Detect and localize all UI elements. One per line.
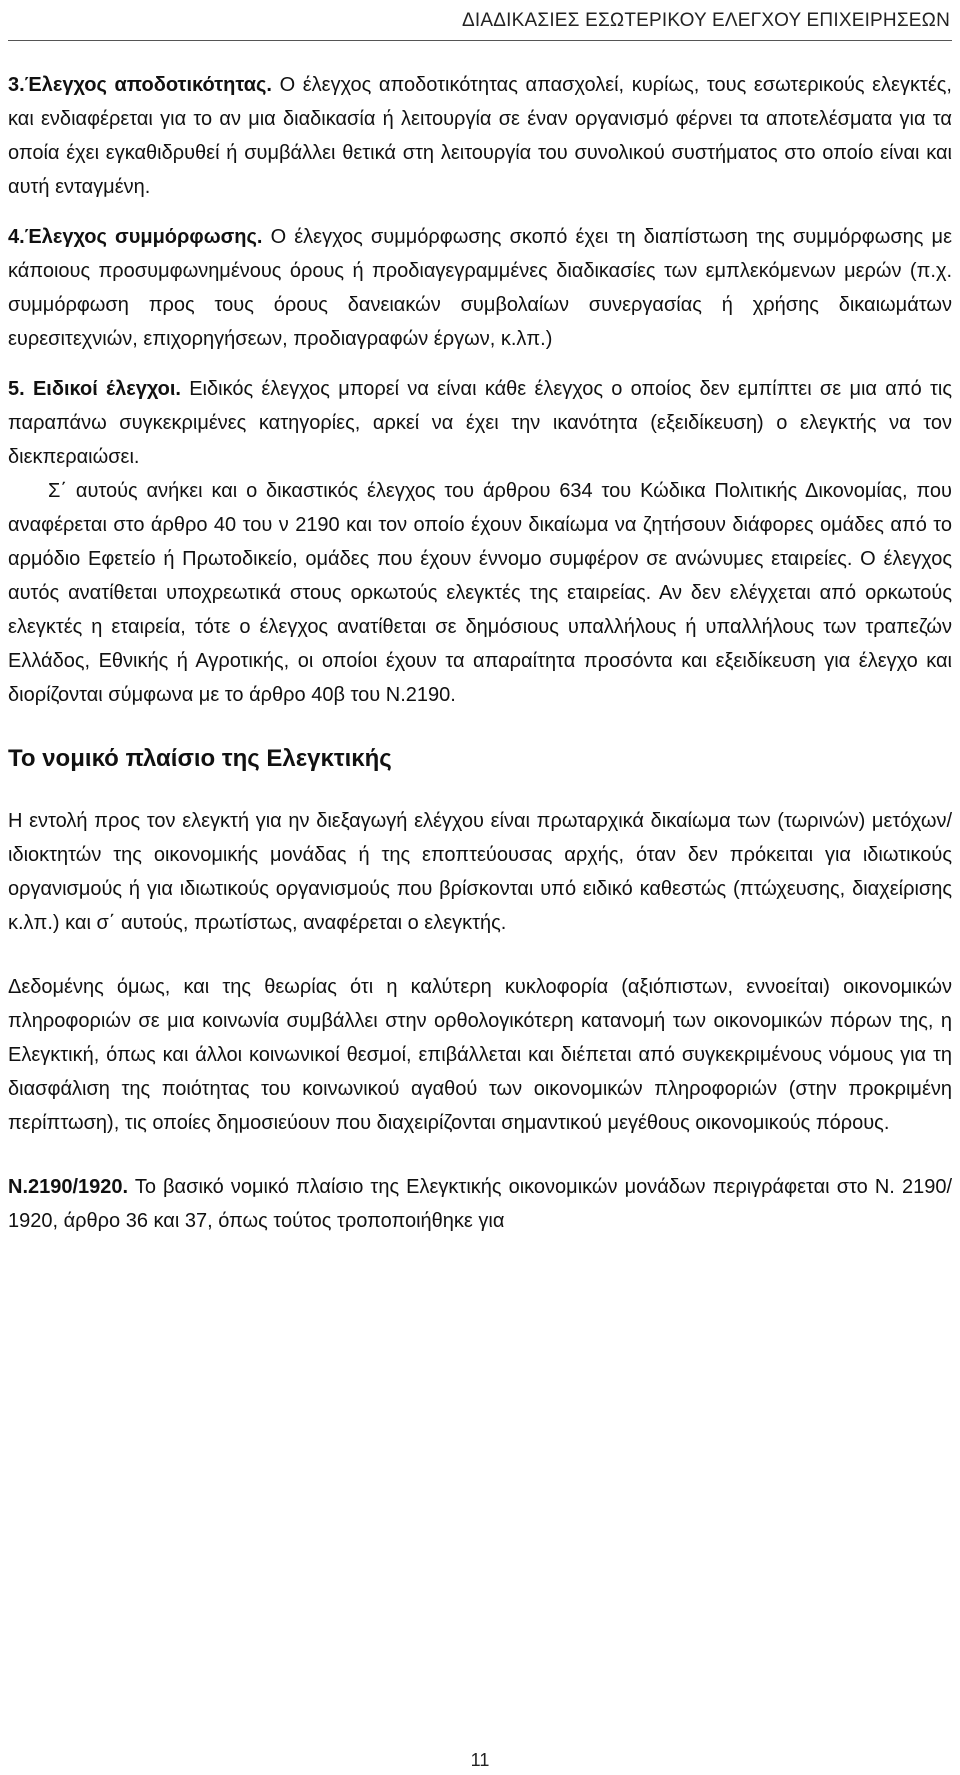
law-reference: Ν.2190/1920. <box>8 1176 129 1198</box>
section-5-text: Ειδικός έλεγχος μπορεί να είναι κάθε έλεγχος ο οποίος δεν εμπίπτει σε μια από τις παραπάνω συγκεκριμένες κατηγορίες, αρκεί να έχει την ικανότητα (εξειδίκευση) ο ελεγκτής να τον διεκπεραιώσει. <box>8 378 952 468</box>
section-3-text: Ο έλεγχος αποδοτικότητας απασχολεί, κυρίως, τους εσωτερικούς ελεγκτές, και ενδιαφέρεται για το αν μια διαδικασία ή λειτουργία σε έναν οργανισμό φέρνει τα αποτελέσματα για τα οποία έχει εγκαθιδρυθεί ή συμβάλλει θετικά στη λειτουργία του συνολικού συστήματος στο οποίο είναι και αυτή ενταγμένη. <box>8 74 952 198</box>
section-heading-legal-framework: Το νομικό πλαίσιο της Ελεγκτικής <box>8 745 392 772</box>
section-3-title: 3.Έλεγχος αποδοτικότητας. <box>8 74 272 96</box>
page-body <box>8 68 952 1238</box>
header-divider <box>8 40 952 41</box>
section-5-title: 5. Ειδικοί έλεγχοι. <box>8 378 181 400</box>
paragraph-mandate: Η εντολή προς τον ελεγκτή για ην διεξαγωγή ελέγχου είναι πρωταρχικά δικαίωμα των (τωρινών) μετόχων/ ιδιοκτητών της οικονομικής μονάδας ή της εποπτεύουσας αρχής, όταν δεν πρόκειται για ιδιωτικούς οργανισμούς ή για ιδιωτικούς οργανισμούς που βρίσκονται υπό ειδικό καθεστώς (πτώχευσης, διαχείρισης κ.λπ.) και σ΄ αυτούς, πρωτίστως, αναφέρεται ο ελεγκτής. <box>8 810 952 934</box>
paragraph-law-2190 <box>8 1170 952 1238</box>
running-header: ΔΙΑΔΙΚΑΣΙΕΣ ΕΣΩΤΕΡΙΚΟΥ ΕΛΕΓΧΟΥ ΕΠΙΧΕΙΡΗΣΕΩΝ <box>462 10 950 31</box>
page-number: 11 <box>470 1750 490 1770</box>
paragraph-efficiency-audit <box>8 68 952 204</box>
paragraph-information-flow: Δεδομένης όμως, και της θεωρίας ότι η καλύτερη κυκλοφορία (αξιόπιστων, εννοείται) οικονομικών πληροφοριών σε μια κοινωνία συμβάλλει στην ορθολογικότερη κατανομή των οικονομικών πόρων της, η Ελεγκτική, όπως και άλλοι κοινωνικοί θεσμοί, επιβάλλεται και διέπεται από συγκεκριμένους νόμους για τη διασφάλιση της ποιότητας του κοινωνικού αγαθού των οικονομικών πληροφοριών (στην προκριμένη περίπτωση), τις οποίες δημοσιεύουν που διαχειρίζονται σημαντικού μεγέθους οικονομικούς πόρους. <box>8 976 952 1134</box>
section-4-text: Ο έλεγχος συμμόρφωσης σκοπό έχει τη διαπίστωση της συμμόρφωσης με κάποιους προσυμφωνημένους όρους ή προδιαγεγραμμένες διαδικασίες των εμπλεκόμενων μερών (π.χ. συμμόρφωση προς τους όρους δανειακών συμβολαίων συνεργασίας ή χρήσης δικαιωμάτων ευρεσιτεχνιών, επιχορηγήσεων, προδιαγραφών έργων, κ.λπ.) <box>8 226 952 350</box>
section-4-title: 4.Έλεγχος συμμόρφωσης. <box>8 226 263 248</box>
law-text: Το βασικό νομικό πλαίσιο της Ελεγκτικής οικονομικών μονάδων περιγράφεται στο Ν. 2190/ 1920, άρθρο 36 και 37, όπως τούτος τροποποιήθηκε για <box>8 1176 952 1232</box>
paragraph-compliance-audit <box>8 220 952 356</box>
paragraph-judicial-audit: Σ΄ αυτούς ανήκει και ο δικαστικός έλεγχος του άρθρου 634 του Κώδικα Πολιτικής Δικονομίας, που αναφέρεται στο άρθρο 40 του ν 2190 και τον οποίο έχουν δικαίωμα να ζητήσουν διάφορες ομάδες από το αρμόδιο Εφετείο ή Πρωτοδικείο, ομάδες που έχουν έννομο συμφέρον σε ανώνυμες εταιρείες. Ο έλεγχος αυτός ανατίθεται υποχρεωτικά στους ορκωτούς ελεγκτές της εταιρείας. Αν δεν ελέγχεται από ορκωτούς ελεγκτές η εταιρεία, τότε ο έλεγχος ανατίθεται σε δημόσιους υπαλλήλους ή υπαλλήλους των τραπεζών Ελλάδος, Εθνικής ή Αγροτικής, οι οποίοι έχουν τα απαραίτητα προσόντα και εξειδίκευση για έλεγχο και διορίζονται σύμφωνα με το άρθρο 40β του Ν.2190. <box>8 480 952 706</box>
paragraph-special-audits <box>8 372 952 474</box>
